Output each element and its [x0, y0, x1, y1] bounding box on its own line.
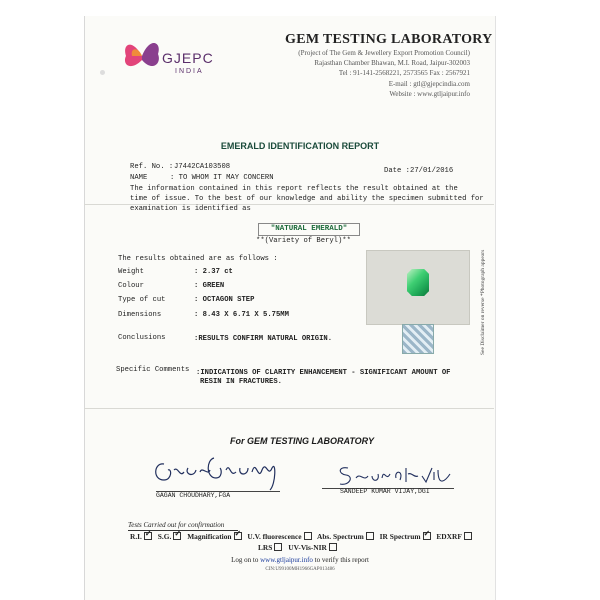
- punch-hole: [100, 70, 105, 75]
- cin-number: CIN:U99100MH1966GAP013486: [265, 567, 335, 572]
- logo-text: GJEPC: [162, 50, 214, 66]
- name-value: : TO WHOM IT MAY CONCERN: [170, 174, 274, 182]
- date-label: Date :: [384, 167, 410, 175]
- test-magnification-checkbox: [234, 532, 242, 540]
- conclusions-value: :RESULTS CONFIRM NATURAL ORIGIN.: [194, 335, 333, 343]
- tests-row-1: [130, 532, 476, 541]
- intro-line-2: time of issue. To the best of our knowledge and ability the specimen submitted for: [130, 195, 484, 203]
- test-uv-label: U.V. fluorescence: [247, 532, 302, 541]
- colour-value: : GREEN: [194, 282, 225, 290]
- name-label: NAME: [130, 174, 148, 182]
- test-sg-label: S.G.: [157, 532, 172, 541]
- tagline: (Project of The Gem & Jewellery Export Promotion Council): [298, 49, 470, 57]
- results-intro: The results obtained are as follows :: [118, 255, 278, 263]
- lab-name: GEM TESTING LABORATORY: [285, 32, 493, 47]
- test-lrs-label: LRS: [258, 543, 273, 552]
- test-magnification-label: Magnification: [187, 532, 232, 541]
- weight-label: Weight: [118, 268, 144, 276]
- butterfly-logo-icon: [120, 34, 164, 78]
- date-value: 27/01/2016: [410, 167, 454, 175]
- test-uvvis-checkbox: [329, 543, 337, 551]
- fold-line: [84, 408, 494, 409]
- cut-value: : OCTAGON STEP: [194, 296, 255, 304]
- test-edxrf-label: EDXRF: [436, 532, 462, 541]
- verify-line: [0, 556, 600, 564]
- comments-label: Specific Comments: [116, 366, 190, 374]
- signature-sandeep: [334, 460, 454, 490]
- signatory-2-name: SANDEEP KUMAR VIJAY,DGI: [340, 488, 430, 495]
- test-ri-checkbox: [144, 532, 152, 540]
- test-lrs-checkbox: [274, 543, 282, 551]
- email: E-mail : gtl@gjepcindia.com: [388, 80, 470, 88]
- signature-gagan: [150, 448, 300, 494]
- ref-value: J7442CA103508: [174, 163, 231, 171]
- test-ri-label: R.I.: [130, 532, 142, 541]
- intro-line-1: The information contained in this report reflects the result obtained at the: [130, 185, 458, 193]
- tests-row-2: [258, 543, 341, 552]
- test-abs-checkbox: [366, 532, 374, 540]
- dimensions-value: : 8.43 X 6.71 X 5.75MM: [194, 311, 289, 319]
- gem-photo: [366, 250, 470, 325]
- dimensions-label: Dimensions: [118, 311, 162, 319]
- report-title: EMERALD IDENTIFICATION REPORT: [220, 141, 380, 151]
- comments-value-1: :INDICATIONS OF CLARITY ENHANCEMENT - SIGNIFICANT AMOUNT OF: [196, 369, 451, 377]
- test-abs-label: Abs. Spectrum: [316, 532, 364, 541]
- test-ir-checkbox: [423, 532, 431, 540]
- signatory-1-name: GAGAN CHOUDHARY,FGA: [156, 492, 231, 499]
- emerald-image: [407, 269, 429, 296]
- logon-suffix: to verify this report: [314, 556, 369, 564]
- tests-title: Tests Carried out for confirmation: [128, 521, 225, 529]
- logon-prefix: Log on to: [231, 556, 259, 564]
- website: Website : www.gtljaipur.info: [389, 90, 470, 98]
- conclusions-label: Conclusions: [118, 334, 166, 342]
- comments-value-2: RESIN IN FRACTURES.: [200, 378, 282, 386]
- test-sg-checkbox: [173, 532, 181, 540]
- ref-label: Ref. No. :: [130, 163, 174, 171]
- logo-subtext: INDIA: [175, 68, 204, 75]
- telephone: Tel : 91-141-2568221, 2573565 Fax : 2567921: [338, 69, 470, 77]
- test-uv-checkbox: [304, 532, 312, 540]
- identification: "NATURAL EMERALD": [258, 223, 360, 236]
- disclaimer-text: See Disclaimer on reverse *Photograph appears: [480, 249, 486, 355]
- variety: **(Variety of Beryl)**: [256, 237, 351, 245]
- colour-label: Colour: [118, 282, 144, 290]
- intro-line-3: examination is identified as: [130, 205, 251, 213]
- hologram-seal: [402, 324, 434, 354]
- for-lab-heading: For GEM TESTING LABORATORY: [230, 436, 375, 446]
- test-edxrf-checkbox: [464, 532, 472, 540]
- test-ir-label: IR Spectrum: [379, 532, 421, 541]
- verify-link[interactable]: www.gtljaipur.info: [260, 556, 313, 564]
- cut-label: Type of cut: [118, 296, 166, 304]
- weight-value: : 2.37 ct: [194, 268, 233, 276]
- test-uvvis-label: UV-Vis-NIR: [288, 543, 327, 552]
- address: Rajasthan Chamber Bhawan, M.I. Road, Jaipur-302003: [314, 59, 470, 67]
- gjepc-logo: [120, 34, 250, 98]
